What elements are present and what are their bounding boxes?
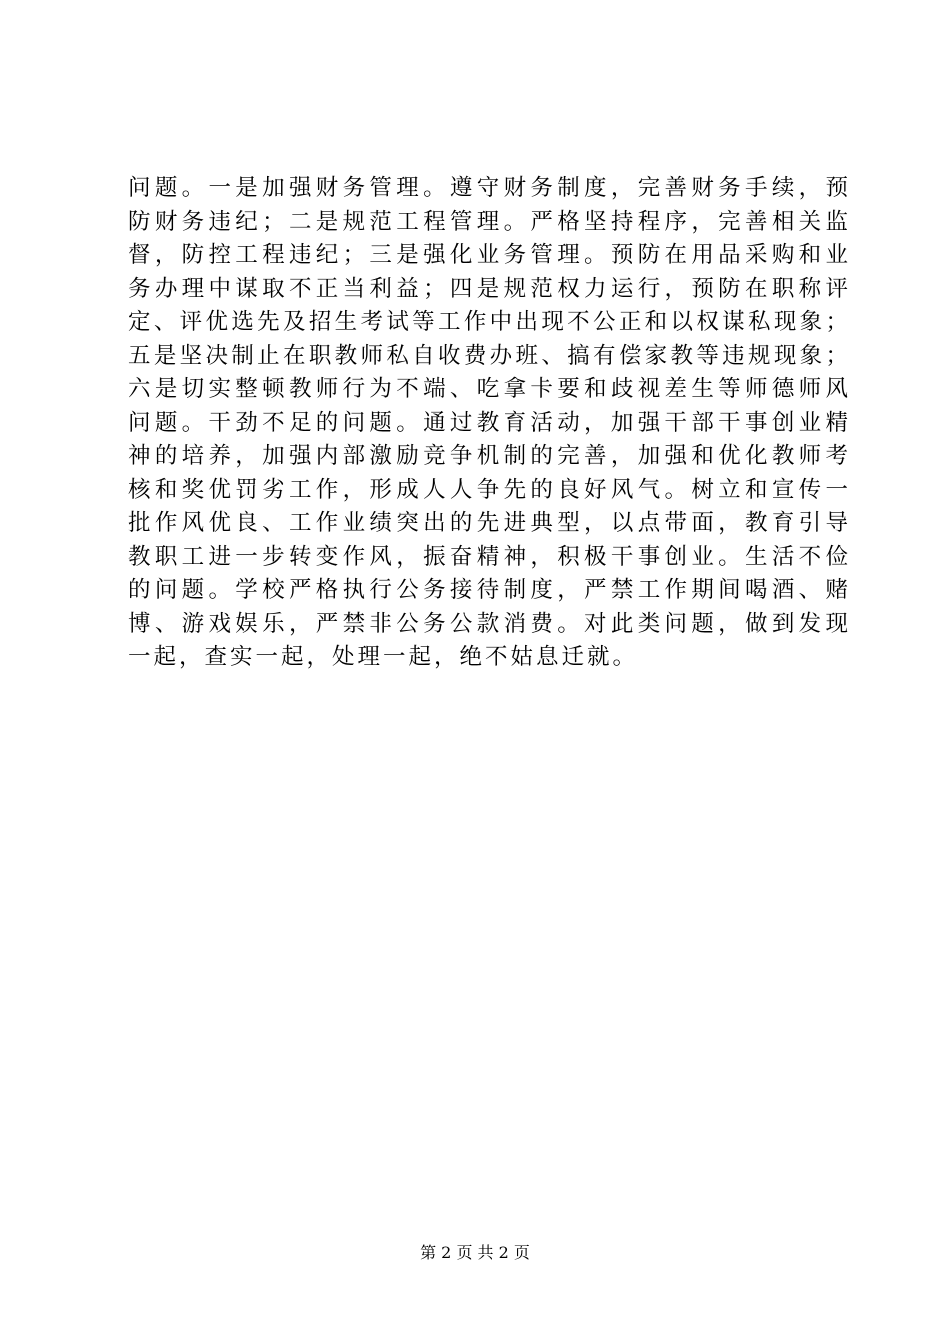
text-line: 批作风优良、工作业绩突出的先进典型，以点带面，教育引导 xyxy=(128,510,848,536)
text-line: 问题。一是加强财务管理。遵守财务制度，完善财务手续，预 xyxy=(128,175,848,201)
text-line: 的问题。学校严格执行公务接待制度，严禁工作期间喝酒、赌 xyxy=(128,577,848,603)
text-line: 定、评优选先及招生考试等工作中出现不公正和以权谋私现象； xyxy=(128,309,848,335)
page-footer xyxy=(0,1242,950,1264)
text-line: 核和奖优罚劣工作，形成人人争先的良好风气。树立和宣传一 xyxy=(128,476,848,503)
text-line: 五是坚决制止在职教师私自收费办班、搞有偿家教等违规现象； xyxy=(128,342,848,369)
text-line: 博、游戏娱乐，严禁非公务公款消费。对此类问题，做到发现 xyxy=(128,610,848,637)
body-paragraph xyxy=(128,172,848,675)
text-line: 神的培养，加强内部激励竞争机制的完善，加强和优化教师考 xyxy=(128,443,848,469)
page-number-label: 第 2 页 共 2 页 xyxy=(420,1243,530,1262)
text-line: 教职工进一步转变作风，振奋精神，积极干事创业。生活不俭 xyxy=(128,543,848,570)
text-line: 一起，查实一起，处理一起，绝不姑息迁就。 xyxy=(128,644,639,670)
text-line: 督，防控工程违纪；三是强化业务管理。预防在用品采购和业 xyxy=(128,242,848,268)
text-line: 防财务违纪；二是规范工程管理。严格坚持程序，完善相关监 xyxy=(128,208,848,235)
text-line: 务办理中谋取不正当利益；四是规范权力运行，预防在职称评 xyxy=(128,275,848,302)
text-line: 六是切实整顿教师行为不端、吃拿卡要和歧视差生等师德师风 xyxy=(128,376,848,402)
text-line: 问题。干劲不足的问题。通过教育活动，加强干部干事创业精 xyxy=(128,409,848,436)
